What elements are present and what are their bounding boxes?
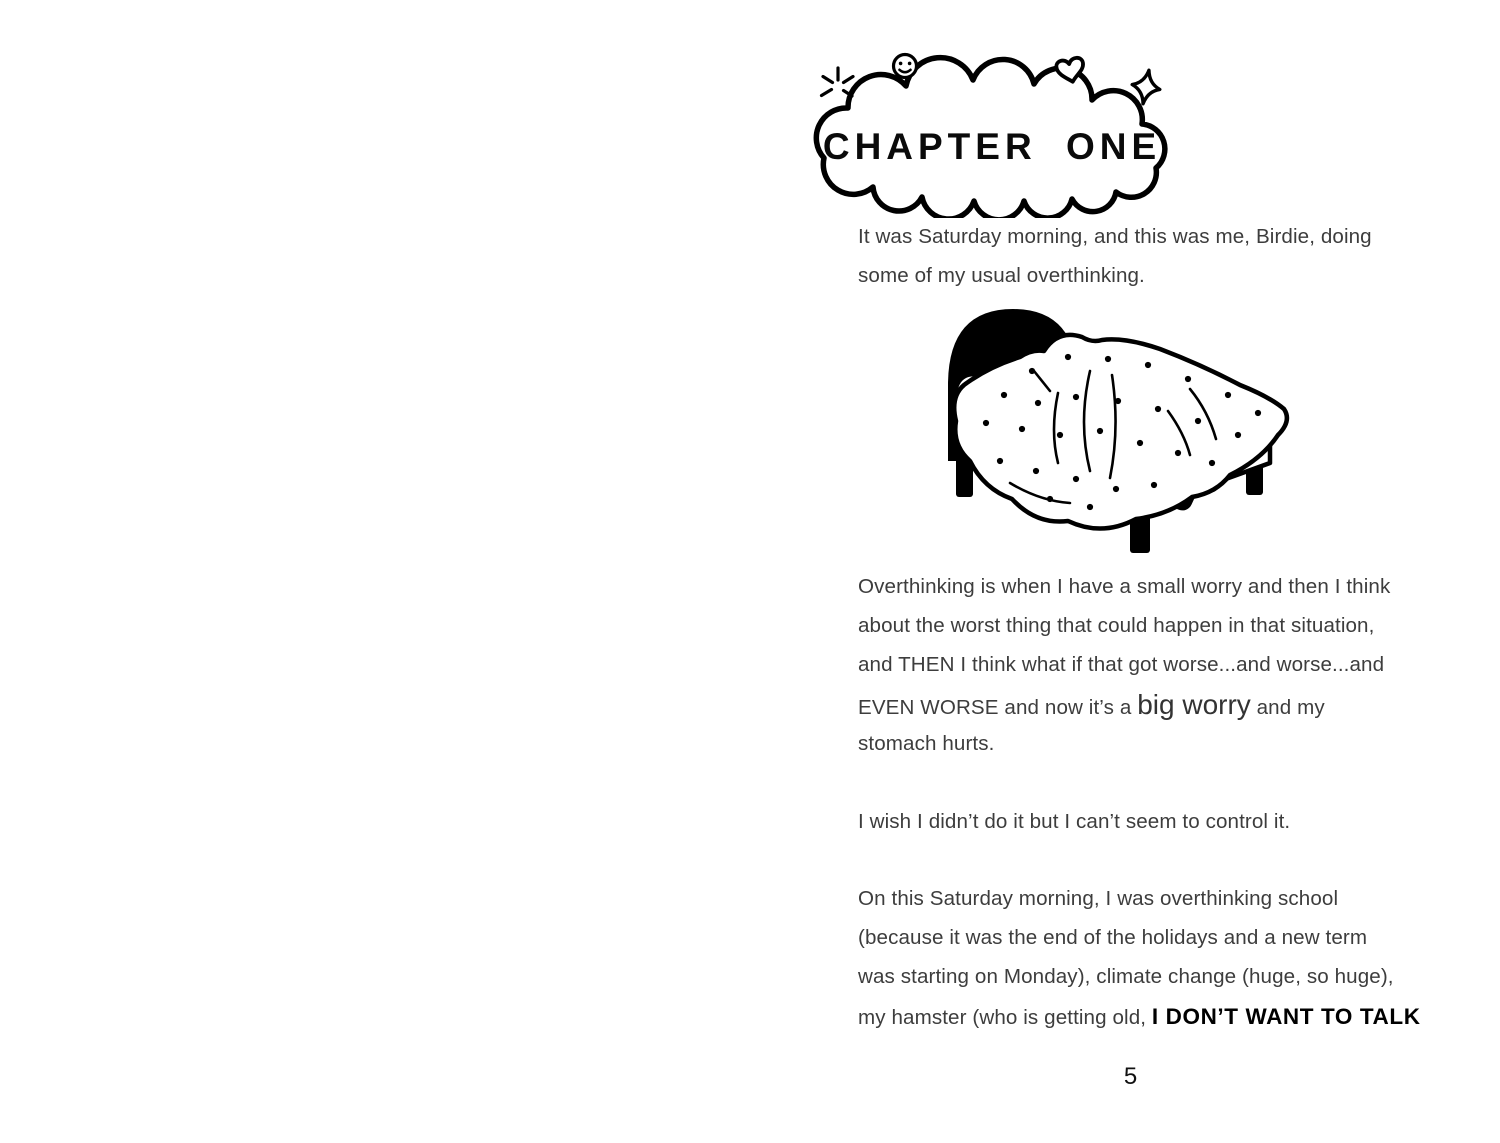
chapter-title: CHAPTER ONE [822,126,1162,167]
paragraph-2 [858,567,1458,763]
paragraph-4 [858,879,1458,1036]
text-line: and THEN I think what if that got worse...and worse...and [858,653,1385,677]
text-segment: my hamster (who is getting old, [858,1005,1152,1029]
paragraph-1 [858,217,1458,295]
text-line: Overthinking is when I have a small worry and then I think [858,575,1391,598]
text-line: I wish I didn’t do it but I can’t seem to control it. [858,810,1291,833]
text-line: (because it was the end of the holidays and a new term [858,926,1368,950]
text-line [858,997,1458,1036]
blanket-shape [954,335,1287,529]
text-line: On this Saturday morning, I was overthinking school [858,887,1339,910]
shout-emphasis: I DON’T WANT TO TALK [1151,1003,1421,1029]
text-line: was starting on Monday), climate change (huge, so huge), [858,965,1394,989]
big-worry-emphasis: big worry [1137,688,1251,720]
sparkle-burst-icon [822,68,854,96]
text-line: about the worst thing that could happen in that situation, [858,614,1375,638]
text-segment: and my [1250,695,1325,719]
smiley-face-icon [894,55,917,78]
text-line: It was Saturday morning, and this was me, Birdie, doing [858,225,1372,248]
bed-illustration [940,293,1300,568]
text-line: some of my usual overthinking. [858,264,1145,288]
paragraph-3 [858,802,1458,841]
text-segment: EVEN WORSE and now it’s a [858,695,1138,719]
text-line [858,685,1458,724]
text-line: stomach hurts. [858,731,995,755]
page-number: 5 [1123,1063,1138,1090]
chapter-heading [810,40,1174,218]
